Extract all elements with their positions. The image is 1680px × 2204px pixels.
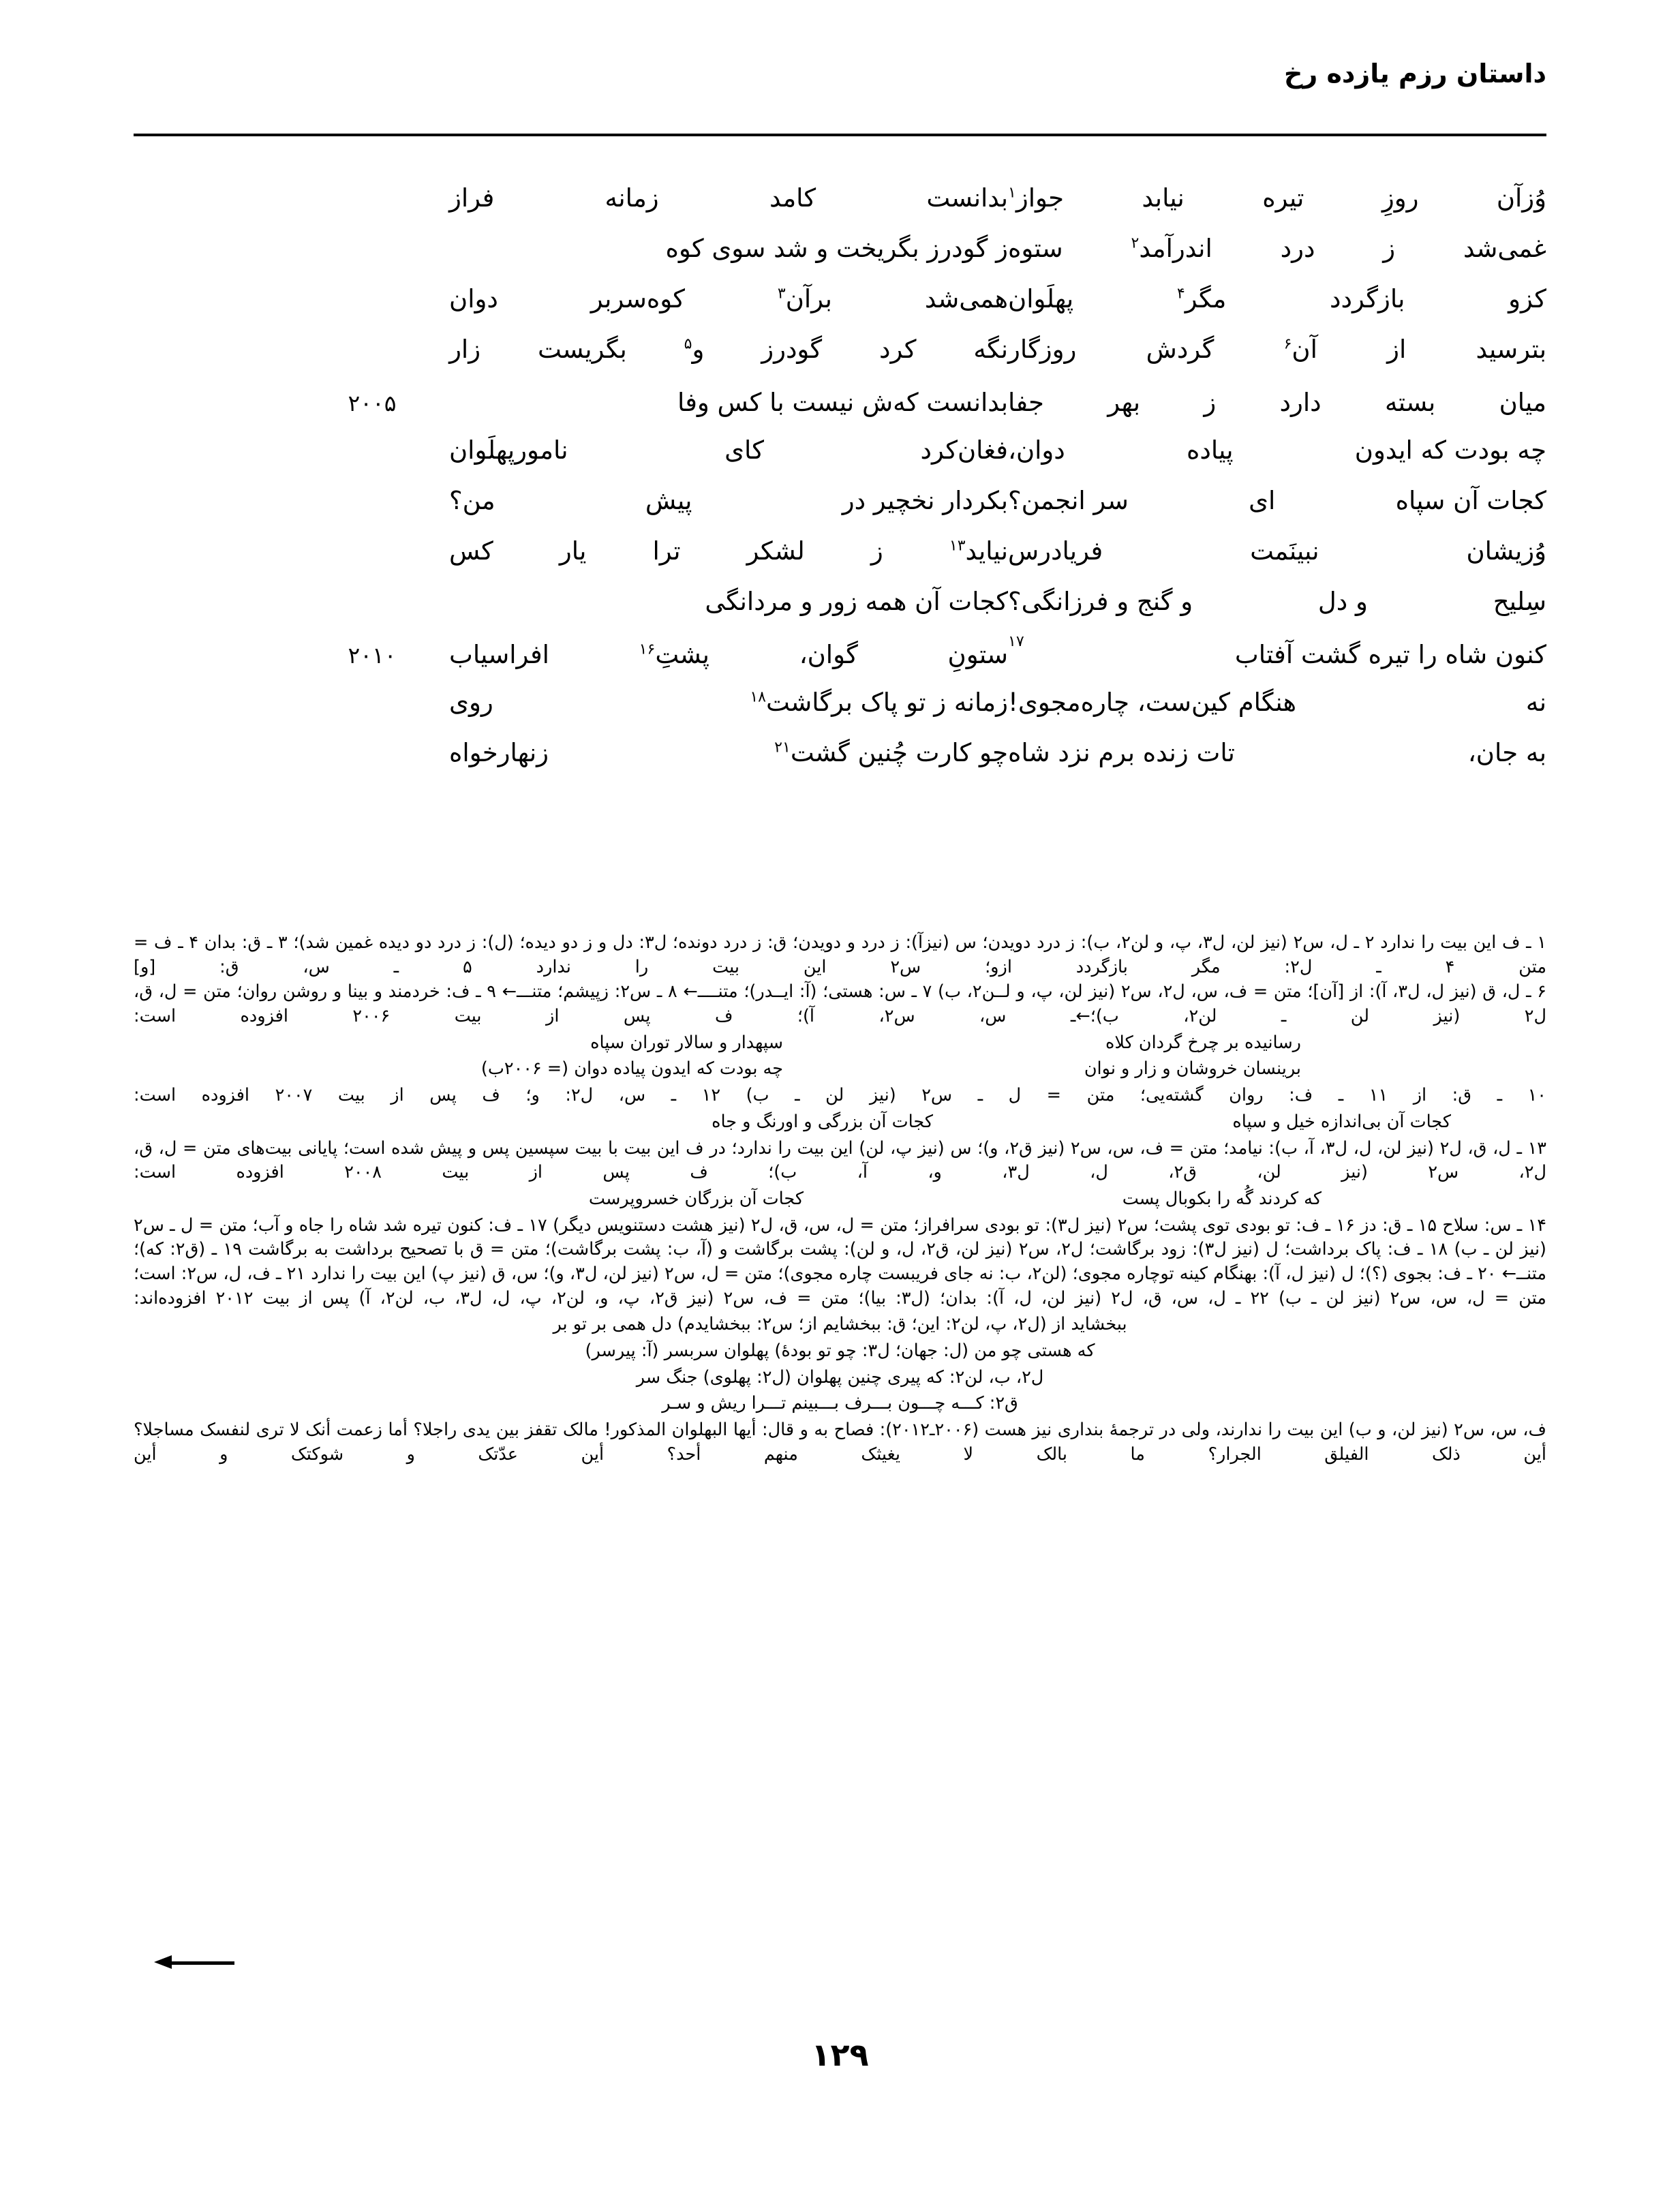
verse-number: [321, 305, 423, 307]
verse-line: [134, 633, 1546, 690]
verse-number: [321, 759, 423, 761]
hemistich-left: وُزیشان نبینَمت فریادرس: [1008, 536, 1546, 566]
verse-line: [134, 337, 1546, 387]
footnote-marker: ۴: [1176, 285, 1185, 303]
verse-number: [321, 708, 423, 711]
apparatus-arabic-note: ف، س، س٢ (نیز لن، و ب) این بیت را ندارند، ولی در ترجمهٔ بنداری نیز هست (۲۰۰۶ـ۲۰۱۲): فصاح به و قال: أیها البهلوان المذکور! مالک تقفز بین یدی راجلا؟ أما زعمت أنک لا تری لنفسک مساجلا؟ أین ذلک الفیلق الجرار؟ ما بالک لا یغیثک منهم أحد؟ أین عدّتک و شوکتک و أین: [134, 1420, 1546, 1465]
hemistich-left: نه هنگام کین‌ست، چاره‌مجوی!: [1008, 688, 1546, 717]
hemistich-left: وُزآن روزِ تیره نیابد جواز$^۱$: [1008, 183, 1546, 213]
footnote-marker: ۵: [684, 335, 692, 353]
hemistich-right: بدانست که‌ش نیست با کس وفا: [677, 388, 1008, 417]
verse-number: [321, 557, 423, 560]
verse-block: [134, 185, 1546, 791]
verse-line: [134, 286, 1546, 337]
hemistich-right: بدانست کامد زمانه فراز: [449, 183, 1008, 213]
verse-number: ۲۰۰۵: [348, 390, 397, 416]
inset-line: [134, 1339, 1546, 1364]
footnote-marker: ۱: [1008, 184, 1016, 202]
verse-line: [134, 488, 1546, 538]
inset-variant-line: که هستی چو من (ل: جهان؛ ل٣: چو تو بودهٔ) پهلوان سربسر (آ: پیرسر): [585, 1341, 1095, 1361]
apparatus-note: ۱ ـ ف این بیت را ندارد ۲ ـ ل، س٢ (نیز لن، ل٣، پ، و لن٢، ب): ز درد دویدن؛ س (نیزآ): ز درد و دویدن؛ ق: ز درد دونده؛ ل٣: دل و ز دو دیده؛ (ل): ز درد دو دیده غمین شد)؛ ۳ ـ ق: بدان ۴ ـ ف = متن ۴ ـ ل٢: مگر بازگردد ازو؛ س٢ این بیت را ندارد ۵ ـ س، ق: [و]: [134, 932, 1547, 977]
footnote-marker: ۲۱: [774, 739, 791, 756]
verse-line: [134, 185, 1546, 236]
hemistich-left: به جان، تات زنده برم نزد شاه: [1008, 738, 1546, 767]
footnote-marker: ۱۳: [949, 537, 966, 555]
hemistich-left: کزو بازگردد مگر$^۴$ پهلَوان: [1008, 284, 1546, 313]
hemistich-right: ز گودرز بگریخت و شد سوی کوه: [665, 234, 1008, 263]
inset-couplet: [134, 1057, 1546, 1082]
hemistich-left: سِلیح و دل و گنج و فرزانگی؟: [1008, 587, 1546, 616]
inset-hemistich-right: کجات آن بزرگان خسروپرست: [588, 1188, 804, 1209]
inset-hemistich-right: کجات آن بزرگی و اورنگ و جاه: [712, 1111, 933, 1132]
apparatus-note: ۱۳ ـ ل، ق، ل٢ (نیز لن، ل، ل٣، آ، ب): نیامد؛ متن = ف، س، س٢ (نیز ق٢، و)؛ س (نیز پ، لن) این بیت را ندارد؛ در ف این بیت با بیت سپسین پس و پیش شده است؛ پایانی بیت‌های متن = ل، ق، ل٢، س٢ (نیز لن، ق٢، ل، ل٣، و، آ، ب)؛ ف پس از بیت ۲۰۰۸ افزوده است:: [134, 1137, 1547, 1183]
hemistich-left: کجات آن سپاه ای سر انجمن؟: [1008, 486, 1546, 515]
hemistich-right: همی‌شد برآن$^۳$ کوه‌سربر دوان: [449, 284, 1008, 313]
hemistich-left: کنون شاه را تیره گشت آفتاب ۱۷: [1008, 633, 1546, 669]
inset-hemistich-left: رسانیده بر چرخ گردان کلاه: [1105, 1032, 1301, 1053]
apparatus-note: ۱۴ ـ س: سلاح ۱۵ ـ ق: دز ۱۶ ـ ف: تو بودی توی پشت؛ س٢ (نیز ل٣): تو بودی سرافراز؛ متن = ل، س، ق، ل٢ (نیز هشت دستنویس دیگر) ۱۷ ـ ف: کنون تیره شد شاه را جاه و آب؛ متن = ل ـ س٢ (نیز لن ـ ب) ۱۸ ـ ف: پاک برداشت؛ ل (نیز ل٣): زود برگاشت؛ ل٢، س٢ (نیز لن، ق٢، ل، و لن): پشت برگاشت و (آ، ب: پشت برگاشت)؛ متن = ق با تصحیح برداشت به برگاشت ۱۹ ـ (ق٢: که)؛ متنــ← ۲۰ ـ ف: بجوی (؟)؛ ل (نیز ل، آ): بهنگام کینه توچاره مجوی؛ (لن٢، ب: نه جای فریبست چاره مجوی)؛ متن = ل، س٢ (نیز لن، ل٣، و)؛ س، ق (نیز پ) این بیت را ندارد ۲۱ ـ ف، ل، س٢: است؛ متن = ل، س، س٢ (نیز لن ـ ب) ۲۲ ـ ل، س، ق، ل٢ (نیز لن، ل، آ): بدان؛ (ل٣: بیا)؛ متن = ف، س٢ (نیز ق٢، پ، و، لن٢، پ، ل، ل٣، ب، لن٢، آ) پس از بیت ۲۰۱۲ افزوده‌اند:: [134, 1214, 1547, 1308]
inset-line: [134, 1366, 1546, 1390]
verse-line: [134, 236, 1546, 286]
inset-variant-line: ق٢: کـــه چـــون بـــرف بـــبینم تـــرا ریش و سـر: [662, 1393, 1018, 1414]
hemistich-left: میان بسته دارد ز بهر جفا: [1008, 388, 1546, 417]
apparatus-note: ۱۰ ـ ق: از ۱۱ ـ ف: روان گشته‌یی؛ متن = ل ـ س٢ (نیز لن ـ ب) ۱۲ ـ س، ل٢: و؛ ف پس از بیت ۲۰۰۷ افزوده است:: [134, 1085, 1546, 1106]
verse-number: ۲۰۱۰: [348, 642, 397, 669]
hemistich-left: چه بودت که ایدون پیاده دوان،: [1008, 435, 1546, 465]
inset-hemistich-left: برینسان خروشان و زار و نوان: [1084, 1058, 1301, 1080]
verse-line: [134, 740, 1546, 791]
hemistich-right: بکردار نخچیر در پیش من؟: [449, 486, 1008, 515]
footnote-marker: ۳: [777, 285, 786, 303]
footnote-marker: ۱۶: [639, 641, 656, 658]
inset-line: [134, 1313, 1546, 1337]
inset-couplet: [134, 1187, 1546, 1212]
verse-number: [321, 254, 423, 257]
inset-variant-line: ل٢، ب، لن٢: که پیری چنین پهلوان (ل٢: پهلوی) جنگ سر: [636, 1366, 1044, 1388]
inset-variant-line: ببخشاید از (ل٢، پ، لن٢: این؛ ق: ببخشایم از؛ س٢: ببخشایدم) دل همی بر تو بر: [553, 1314, 1127, 1335]
hemistich-right: نگه کرد گودرز و$^۵$ بگریست زار: [449, 335, 1008, 364]
footnote-marker: ۱۷: [1008, 633, 1024, 650]
inset-hemistich-left: که کردند گُه را بکوبال پست: [1122, 1188, 1322, 1209]
hemistich-left: بترسید از آن$^۶$ گردش روزگار: [1008, 335, 1546, 364]
inset-couplet: [134, 1031, 1546, 1056]
inset-couplet: [134, 1110, 1546, 1135]
verse-number: [321, 506, 423, 509]
header-rule: [134, 134, 1546, 136]
verse-number: [321, 355, 423, 358]
verse-line: [134, 690, 1546, 740]
verse-number: [321, 607, 423, 610]
verse-line: [134, 538, 1546, 589]
running-head: داستان رزم یازده رخ: [1283, 59, 1546, 89]
hemistich-right: فغان‌کرد کای نامورپهلَوان: [449, 435, 1008, 465]
verse-number: [321, 204, 423, 206]
verse-number: [321, 456, 423, 459]
hemistich-right: چو کارت چُنین گشت$^{۲۱}$ زنهارخواه: [449, 738, 1008, 767]
critical-apparatus: [134, 931, 1546, 1467]
hemistich-right: ستونِ گوان، پشتِ$^{۱۶}$ افراسیاب: [449, 640, 1008, 669]
inset-hemistich-right: سپهدار و سالار توران سپاه: [590, 1032, 783, 1053]
footnote-marker: ۲: [1131, 234, 1140, 252]
inset-hemistich-right: چه بودت که ایدون پیاده دوان (= ۲۰۰۶ب): [480, 1058, 783, 1080]
verse-line: [134, 387, 1546, 438]
hemistich-right: زمانه ز تو پاک برگاشت$^{۱۸}$ روی: [449, 688, 1008, 717]
hemistich-left: غمی‌شد ز درد اندرآمد$^۲$ ستوه: [1008, 234, 1546, 263]
hemistich-right: نیاید$^{۱۳}$ ز لشکر ترا یار کس: [449, 536, 1008, 566]
verse-line: [134, 435, 1546, 488]
page-number: ۱۲۹: [811, 2036, 869, 2073]
footnote-marker: ۱۸: [750, 688, 766, 706]
left-arrow-icon: [154, 1960, 236, 1965]
footnote-marker: ۶: [1283, 335, 1292, 353]
inset-line: [134, 1392, 1546, 1416]
hemistich-right: کجات آن همه زور و مردانگی: [705, 587, 1008, 616]
verse-line: [134, 589, 1546, 639]
apparatus-note: ۶ ـ ل، ق (نیز ل، ل٣، آ): از [آن]؛ متن = ف، س، ل٢، س٢ (نیز لن، پ، و لــن٢، ب) ۷ ـ س: هستی؛ (آ: ایــدر)؛ متنــــ← ۸ ـ س٢: زپیشم؛ متنـــ← ۹ ـ ف: خردمند و بینا و روشن روان؛ متن = ل، ق، ل٢ (نیز لن ـ لن٢، ب)؛←ـ س، س٢، آ)؛ ف پس از بیت ۲۰۰۶ افزوده است:: [134, 981, 1546, 1027]
inset-hemistich-left: کجات آن بی‌اندازه خیل و سپاه: [1232, 1111, 1451, 1132]
